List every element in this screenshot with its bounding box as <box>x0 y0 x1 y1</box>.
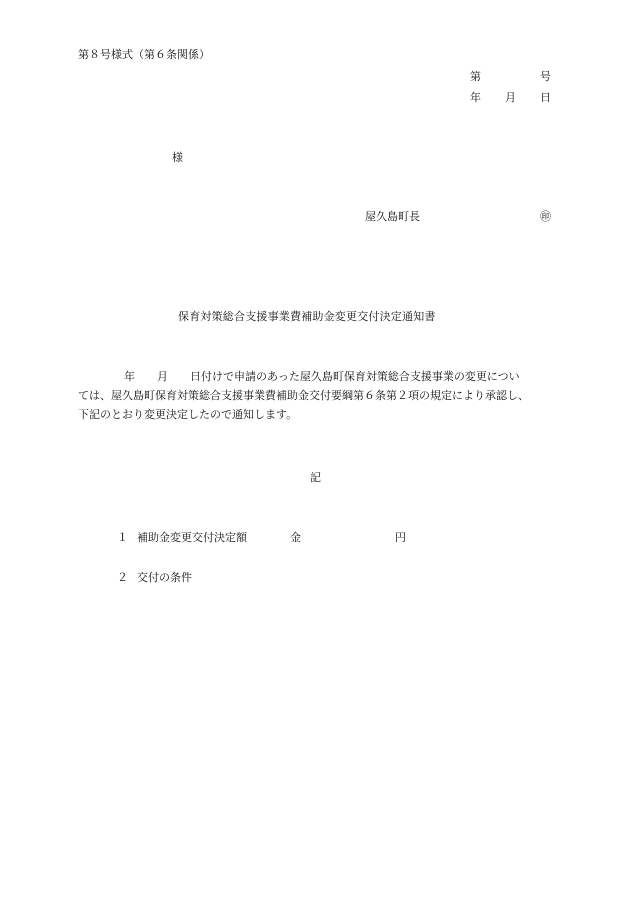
document-number-suffix: 号 <box>540 70 551 83</box>
body-year: 年 <box>124 370 135 383</box>
body-line-1 <box>78 371 556 390</box>
item-2-number: ２ <box>117 571 128 584</box>
seal-mark: ㊞ <box>540 210 551 223</box>
item-1-currency-suffix: 円 <box>395 531 406 544</box>
document-number-prefix: 第 <box>470 70 481 83</box>
item-1-number: １ <box>117 531 128 544</box>
body-month: 月 <box>157 370 168 383</box>
item-1-currency-prefix: 金 <box>290 531 301 544</box>
body-paragraph <box>78 371 556 428</box>
body-line-3: 下記のとおり変更決定したので通知します。 <box>78 408 298 421</box>
addressee-honorific: 様 <box>172 151 183 164</box>
ki-heading: 記 <box>310 471 321 484</box>
body-line-1-text: 日付けで申請のあった屋久島町保育対策総合支援事業の変更につい <box>190 370 520 383</box>
document-title: 保育対策総合支援事業費補助金変更交付決定通知書 <box>178 310 436 323</box>
sender-name: 屋久島町長 <box>365 210 420 223</box>
body-line-2: ては、屋久島町保育対策総合支援事業費補助金交付要綱第６条第２項の規定により承認し、 <box>78 389 529 402</box>
item-1-label: 補助金変更交付決定額 <box>137 531 247 544</box>
date-year: 年 <box>470 91 481 104</box>
date-month: 月 <box>505 91 516 104</box>
form-number: 第８号様式（第６条関係） <box>78 48 210 61</box>
item-2-label: 交付の条件 <box>137 571 192 584</box>
date-day: 日 <box>540 91 551 104</box>
